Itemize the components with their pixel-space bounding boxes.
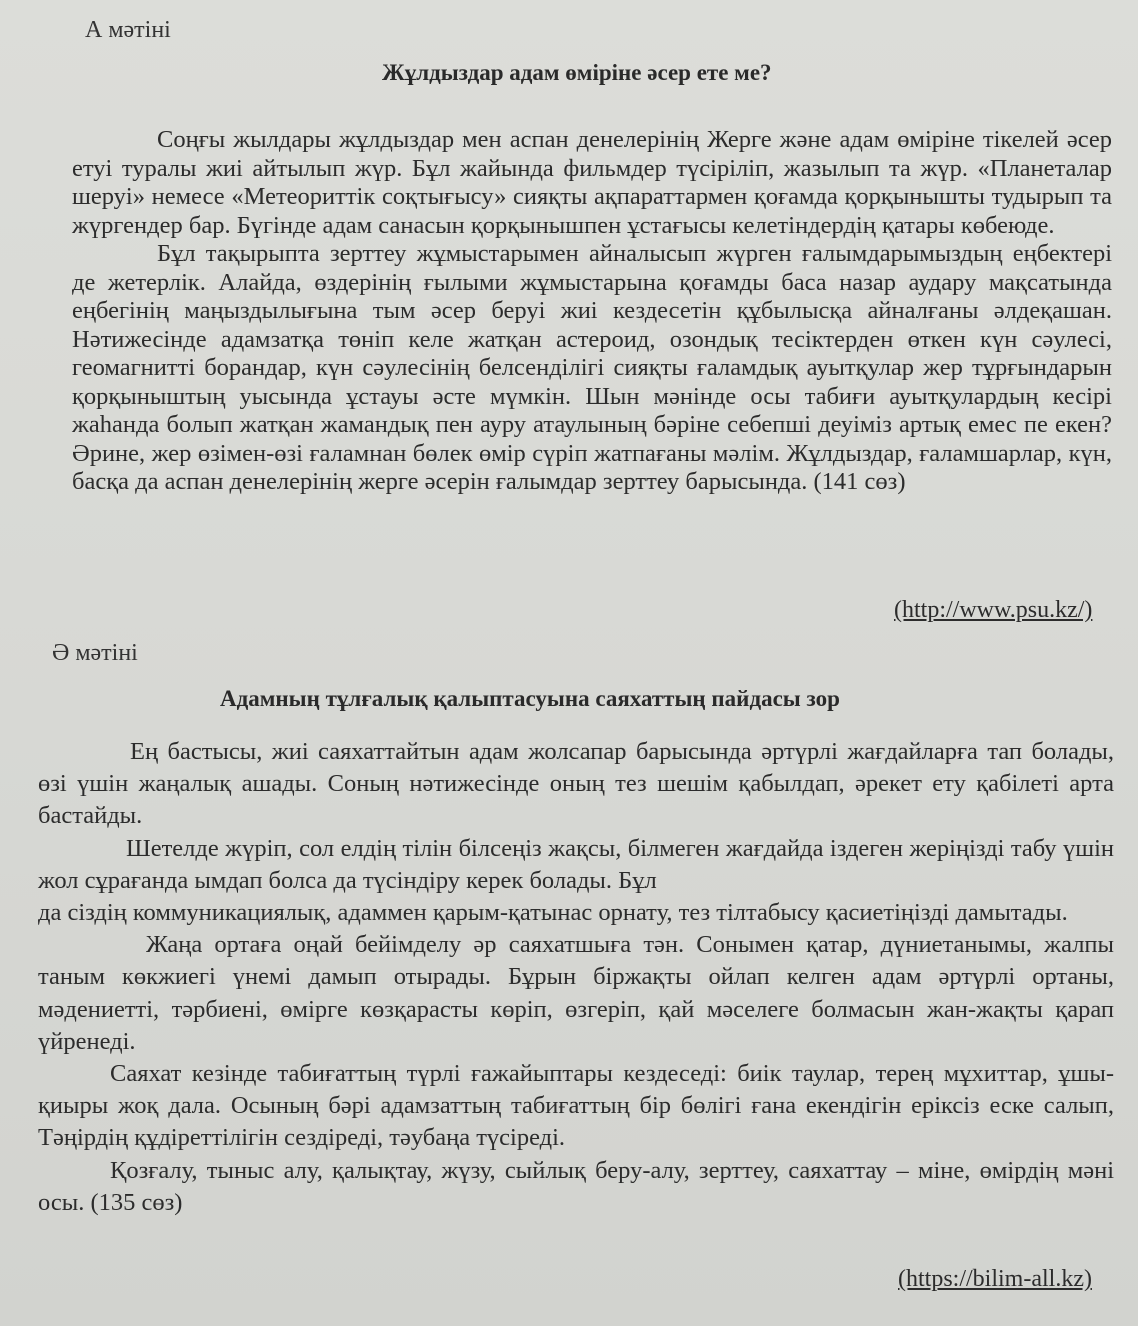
text-a-label: А мәтіні bbox=[85, 17, 171, 43]
text-a-source bbox=[894, 597, 1092, 624]
text-b-paragraph-2b: да сіздің коммуникациялық, адаммен қарым-қатынас орнату, тез тілтабысу қасиетіңізді дамытады. bbox=[38, 899, 1068, 927]
text-b-title: Адамның тұлғалық қалыптасуына саяхаттың пайдасы зор bbox=[220, 686, 840, 711]
text-a-paragraph-1: Соңғы жылдары жұлдыздар мен аспан денелерінің Жерге және адам өміріне тікелей әсер етуі туралы жиі айтылып жүр. Бұл жайында фильмдер түсіріліп, жазылып та жүр. «Планеталар шеруі» немесе «Метеориттік соқтығысу» сияқты ақпараттармен қоғамда қорқынышты тудырып та жүргендер бар. Бүгінде адам санасын қорқынышпен ұстағысы келетіндердің қатары көбеюде. bbox=[72, 126, 1112, 239]
text-a-title: Жұлдыздар адам өміріне әсер ете ме? bbox=[382, 60, 772, 85]
text-b-paragraph-4: Саяхат кезінде табиғаттың түрлі ғажайыптары кездеседі: биік таулар, терең мұхиттар, ұшы-қиыры жоқ дала. Осының бәрі адамзаттың табиғаттың бір бөлігі ғана екендігін еріксіз еске салып, Тәңірдің құдіреттілігін сездіреді, тәубаңа түсіреді. bbox=[38, 1060, 1114, 1152]
text-b-body bbox=[38, 736, 1114, 1219]
text-b-source bbox=[898, 1266, 1092, 1293]
text-b-paragraph-1: Ең бастысы, жиі саяхаттайтын адам жолсапар барысында әртүрлі жағдайларға тап болады, өзі үшін жаңалық ашады. Соның нәтижесінде оның тез шешім қабылдап, әрекет ету қабілеті арта бастайды. bbox=[38, 738, 1114, 830]
text-b-label: Ә мәтіні bbox=[52, 640, 138, 666]
text-a-body bbox=[72, 126, 1112, 497]
text-a-paragraph-2: Бұл тақырыпта зерттеу жұмыстарымен айналысып жүрген ғалымдарымыздың еңбектері де жетерлік. Алайда, өздерінің ғылыми жұмыстарына қоғамды баса назар аудару мақсатында еңбегінің маңыздылығына тым әсер беруі жиі кездесетін құбылысқа айналғаны әлдеқашан. Нәтижесінде адамзатқа төніп келе жатқан астероид, озондық тесіктерден өткен күн сәулесі, геомагнитті борандар, күн сәулесінің белсенділігі сияқты ғаламдық ауытқулар жер тұрғындарын қорқыныштың уысында ұстауы әсте мүмкін. Шын мәнінде осы табиғи ауытқулардың кесірі жаһанда болып жатқан жамандық пен ауру атаулының бәріне себепші деуіміз артық емес пе екен? Әрине, жер өзімен-өзі ғаламнан бөлек өмір сүріп жатпағаны мәлім. Жұлдыздар, ғаламшарлар, күн, басқа да аспан денелерінің жерге әсерін ғалымдар зерттеу барысында. (141 сөз) bbox=[72, 240, 1112, 495]
text-b-paragraph-2a: Шетелде жүріп, сол елдің тілін білсеңіз жақсы, білмеген жағдайда іздеген жеріңізді табу үшін жол сұрағанда ымдап болса да түсіндіру керек болады. Бұл bbox=[38, 834, 1114, 894]
text-b-paragraph-3: Жаңа ортаға оңай бейімделу әр саяхатшыға тән. Сонымен қатар, дүниетанымы, жалпы таным көкжиегі үнемі дамып отырады. Бұрын біржақты ойлап келген адам әртүрлі ортаны, мәдениетті, тәрбиені, өмірге көзқарасты көріп, өзгеріп, қай мәселеге болмасын жан-жақты қарап үйренеді. bbox=[38, 931, 1114, 1055]
text-b-source-link[interactable]: (https://bilim-all.kz) bbox=[898, 1266, 1092, 1292]
text-a-source-link[interactable]: (http://www.psu.kz/) bbox=[894, 597, 1093, 623]
text-b-paragraph-5: Қозғалу, тыныс алу, қалықтау, жүзу, сыйлық беру-алу, зерттеу, саяхаттау – міне, өмірдің мәні осы. (135 сөз) bbox=[38, 1156, 1114, 1216]
